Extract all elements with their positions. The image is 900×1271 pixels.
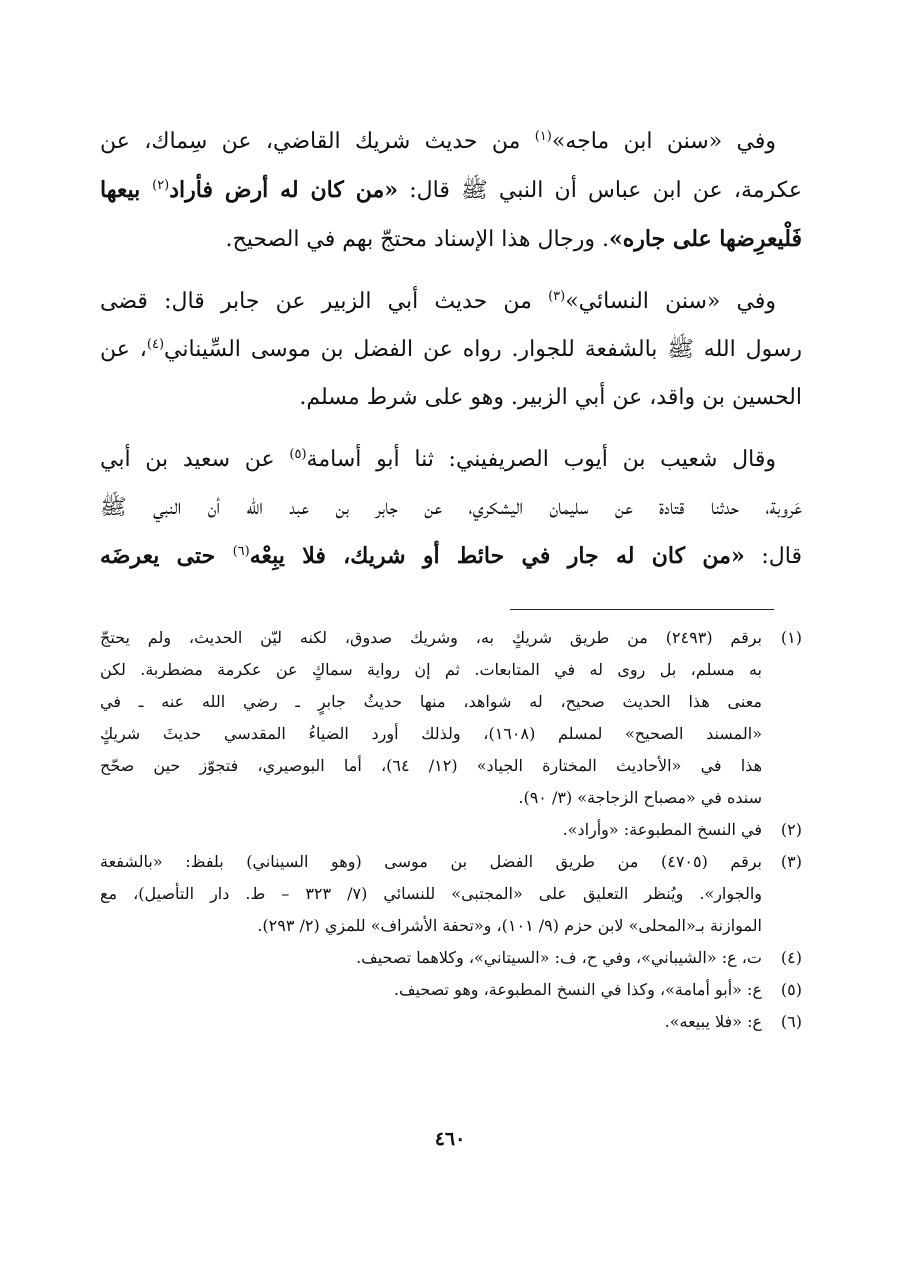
footnote-ref-6[interactable]: (٦)	[232, 544, 250, 559]
footnote-ref-3[interactable]: (٣)	[548, 289, 566, 304]
paragraph-2-line-1: وفي «سنن النسائي»$^{(٣)}$ من حديث أبي الزبير عن جابر قال: قضى	[100, 289, 776, 314]
paragraph-3-line-2: عَروبة، حدثنا قتادة عن سليمان اليشكري، عن جابر بن عبد الله أن النبي ﷺ	[100, 495, 802, 520]
paragraph-1-line-3: فَلْيعرِضها على جاره». ورجال هذا الإسناد محتجّ بهم في الصحيح.	[225, 226, 802, 252]
footnote-line: ت، ع: «الشيباني»، وفي ح، ف: «السيتاني»، وكلاهما تصحيف.	[356, 948, 762, 967]
paragraph-3-line-1: وقال شعيب بن أيوب الصريفيني: ثنا أبو أسامة$^{(٥)}$ عن سعيد بن أبي	[100, 447, 776, 472]
footnote-2	[100, 814, 802, 846]
footnote-line: برقم (٢٤٩٣) من طريق شريكٍ به، وشريك صدوق، لكنه ليّن الحديث، ولم يحتجّ	[100, 628, 762, 647]
footnote-ref-4[interactable]: (٤)	[146, 337, 165, 352]
footnote-line: «المسند الصحيح» لمسلم (١٦٠٨)، ولذلك أورد الضياءُ المقدسي حديثَ شريكٍ	[100, 724, 763, 743]
footnote-line: الموازنة بـ«المحلى» لابن حزم (٩/ ١٠١)، و«تحفة الأشراف» للمزي (٢/ ٢٩٣).	[257, 916, 762, 935]
footnote-body	[100, 942, 762, 974]
paragraph-3	[100, 436, 802, 581]
paragraph-1	[100, 118, 802, 264]
footnote-number: (٤)	[780, 948, 802, 967]
footnote-ref-1[interactable]: (١)	[534, 129, 552, 144]
footnote-line: والجوار». ويُنظر التعليق على «المجتبى» للنسائي (٧/ ٣٢٣ – ط. دار التأصيل)، مع	[100, 884, 762, 903]
page-number: ٤٦٠	[434, 1128, 466, 1150]
footnote-number: (٣)	[780, 852, 802, 871]
footnote-body	[100, 1006, 762, 1038]
footnote-ref-5[interactable]: (٥)	[289, 447, 307, 462]
footnote-ref-2[interactable]: (٢)	[152, 178, 170, 193]
footnotes	[100, 622, 802, 1038]
footnote-line: ع: «أبو أمامة»، وكذا في النسخ المطبوعة، وهو تصحيف.	[393, 980, 762, 999]
footnote-number: (٥)	[780, 980, 802, 999]
paragraph-1-line-1: وفي «سنن ابن ماجه»$^{(١)}$ من حديث شريك القاضي، عن سِماك، عن	[100, 129, 776, 154]
paragraph-3-line-3: قال: «من كان له جار في حائط أو شريك، فلا يبِعْه$^{(٦)}$ حتى يعرضَه	[100, 543, 802, 569]
footnote-line: به مسلم، بل روى له في المتابعات. ثم إن رواية سماكٍ عن عكرمة مضطربة. لكن	[100, 660, 762, 679]
footnote-line: سنده في «مصباح الزجاجة» (٣/ ٩٠).	[518, 788, 762, 807]
footnote-number: (٢)	[780, 820, 802, 839]
footnote-number: (١)	[780, 628, 802, 647]
paragraph-2-line-3: الحسين بن واقد، عن أبي الزبير. وهو على شرط مسلم.	[299, 385, 802, 410]
main-text	[100, 118, 802, 595]
footnote-body	[100, 974, 762, 1006]
footnote-number: (٦)	[780, 1012, 802, 1031]
footnote-5	[100, 974, 802, 1006]
footnote-line: هذا في «الأحاديث المختارة الجياد» (١٢/ ٦٤)، أما البوصيري، فتجوّز حين صحّح	[100, 756, 763, 775]
paragraph-2-line-2: رسول الله ﷺ بالشفعة للجوار. رواه عن الفضل بن موسى السِّيناني$^{(٤)}$، عن	[100, 337, 803, 362]
footnote-body	[100, 846, 762, 942]
footnote-4	[100, 942, 802, 974]
footnote-line: في النسخ المطبوعة: «وأراد».	[562, 820, 762, 839]
paragraph-1-line-2: عكرمة، عن ابن عباس أن النبي ﷺ قال: «من كان له أرض فأراد$^{(٢)}$ بيعها	[100, 177, 802, 203]
footnote-line: معنى هذا الحديث صحيح، له شواهد، منها حديثُ جابرٍ ـ رضي الله عنه ـ في	[100, 692, 762, 711]
footnote-divider	[510, 609, 774, 610]
footnote-body	[100, 814, 762, 846]
footnote-6	[100, 1006, 802, 1038]
footnote-line: برقم (٤٧٠٥) من طريق الفضل بن موسى (وهو السيناني) بلفظ: «بالشفعة	[100, 852, 763, 871]
footnote-body	[100, 622, 762, 814]
footnote-1	[100, 622, 802, 814]
footnote-3	[100, 846, 802, 942]
footnote-line: ع: «فلا يبيعه».	[664, 1012, 762, 1031]
paragraph-2	[100, 278, 802, 422]
